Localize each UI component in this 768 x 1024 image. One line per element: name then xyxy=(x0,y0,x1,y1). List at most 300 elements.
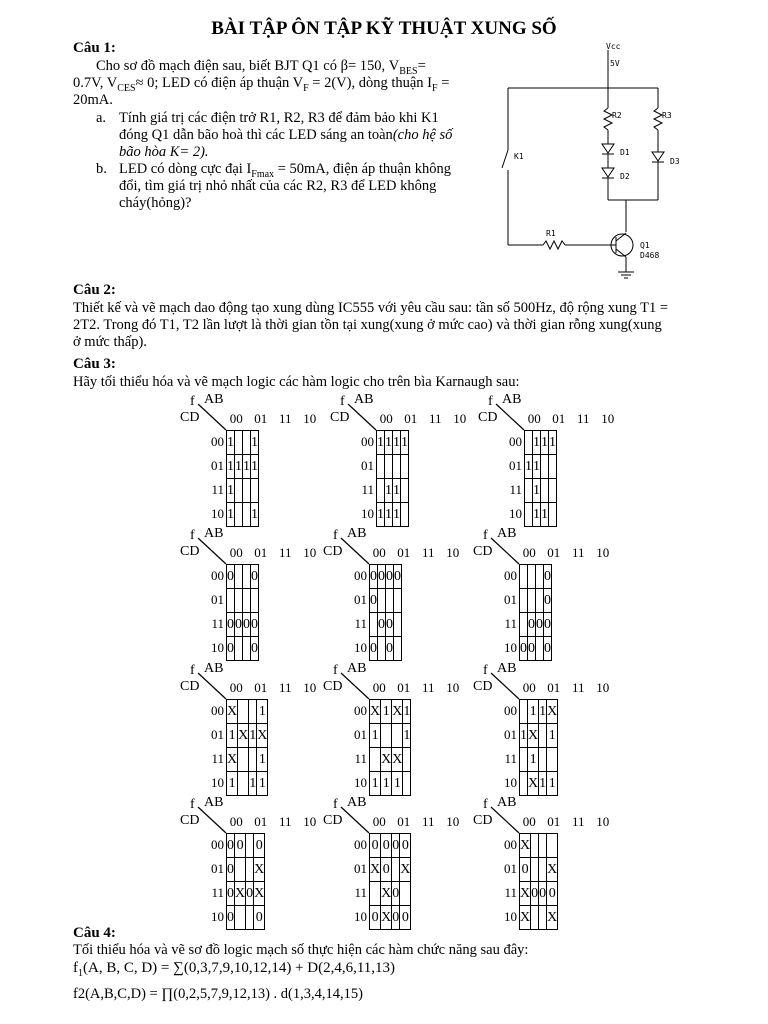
kmap-cell xyxy=(528,589,536,613)
kmap-cell: 1 xyxy=(235,455,243,479)
kmap-cd-label: CD xyxy=(180,813,200,828)
kmap-cell: 1 xyxy=(251,503,259,527)
kmap-cell: 0 xyxy=(251,637,259,661)
kmap-col-header: 00 xyxy=(372,545,386,560)
kmap-cell: 0 xyxy=(227,613,235,637)
q4-line1: Tối thiểu hóa và vẽ sơ đồ logic mạch số thực hiện các hàm chức năng sau đây: xyxy=(73,942,529,958)
kmap-col-header: 00 xyxy=(522,680,536,695)
kmap-cell xyxy=(400,882,411,906)
kmap-row-header: 11 xyxy=(354,885,367,900)
kmap-row-headers xyxy=(347,564,367,660)
kmap-cell xyxy=(401,455,409,479)
kmap-cell: 1 xyxy=(403,724,411,748)
part-label: D468 xyxy=(640,251,660,260)
kmap-cell: 1 xyxy=(393,503,401,527)
kmap-cell xyxy=(394,637,402,661)
kmap-cd-label: CD xyxy=(180,679,200,694)
kmap-cell xyxy=(392,724,403,748)
kmap-cell xyxy=(243,479,251,503)
kmap-cell: X xyxy=(528,772,539,796)
kmap-cell: X xyxy=(381,882,392,906)
kmap-row-header: 11 xyxy=(211,751,224,766)
kmap-row xyxy=(520,858,558,882)
kmap-col-header: 01 xyxy=(552,411,566,426)
kmap-row-headers xyxy=(497,564,517,660)
kmap-row xyxy=(520,700,558,724)
kmap-cell xyxy=(227,589,235,613)
kmap-f-label: f xyxy=(333,663,338,678)
kmap-cell xyxy=(536,565,544,589)
kmap-cell: 1 xyxy=(251,431,259,455)
kmap-cell: 0 xyxy=(539,882,547,906)
kmap-row xyxy=(370,772,411,796)
kmap-row-header: 00 xyxy=(504,837,517,852)
kmap-col-headers xyxy=(367,814,465,830)
kmap-cell: 1 xyxy=(392,772,403,796)
kmap-col-header: 10 xyxy=(446,814,460,829)
kmap-cell xyxy=(249,748,257,772)
kmap-row-headers xyxy=(204,564,224,660)
d1-label: D1 xyxy=(620,148,630,157)
kmap-cell: 0 xyxy=(400,906,411,930)
kmap-cell xyxy=(547,748,558,772)
kmap-row xyxy=(370,637,402,661)
kmap-row-header: 01 xyxy=(211,861,224,876)
kmap-cell xyxy=(235,637,243,661)
kmap-cd-label: CD xyxy=(323,544,343,559)
q4-f1 xyxy=(73,960,395,979)
kmap-row-header: 10 xyxy=(211,640,224,655)
kmap-cell: 1 xyxy=(528,700,539,724)
kmap-cell: 0 xyxy=(227,858,235,882)
kmap-cell: 1 xyxy=(541,503,549,527)
kmap-cell: 1 xyxy=(547,724,558,748)
q4-f1-args: (A, B, C, D) = ∑(0,3,7,9,10,12,14) + D(2,4,6,11,13) xyxy=(83,960,396,976)
kmap-row xyxy=(370,613,402,637)
kmap-cell: 1 xyxy=(539,700,547,724)
kmap-cell xyxy=(243,565,251,589)
kmap-cell: 1 xyxy=(401,431,409,455)
kmap-col-header: 00 xyxy=(372,814,386,829)
q3-heading: Câu 3: xyxy=(73,356,116,372)
d3-led-icon xyxy=(652,152,664,161)
kmap-col-header: 10 xyxy=(453,411,467,426)
kmap-cell xyxy=(394,589,402,613)
kmap-col-header: 00 xyxy=(229,411,243,426)
kmap-col-headers xyxy=(224,545,322,561)
kmap-cell: X xyxy=(400,858,411,882)
kmap-cell: 0 xyxy=(251,565,259,589)
kmap-cell: 0 xyxy=(370,565,378,589)
kmap-cell xyxy=(251,479,259,503)
kmap-cell: 0 xyxy=(381,834,392,858)
kmap-row xyxy=(227,503,259,527)
kmap-col-header: 11 xyxy=(421,545,435,560)
kmap-f-label: f xyxy=(190,797,195,812)
kmap-row-header: 10 xyxy=(504,909,517,924)
kmap-cell xyxy=(539,834,547,858)
kmap-cell: X xyxy=(547,700,558,724)
kmap-cell: 0 xyxy=(378,613,386,637)
kmap-cell xyxy=(370,613,378,637)
kmap-cell: 1 xyxy=(227,503,235,527)
kmap-row xyxy=(525,503,557,527)
kmap-col-header: 10 xyxy=(596,814,610,829)
kmap-cell xyxy=(520,772,528,796)
kmap-row xyxy=(525,479,557,503)
kmap-col-headers xyxy=(367,680,465,696)
q1-label: Q1 xyxy=(640,241,650,250)
k1-switch-icon xyxy=(502,150,508,168)
kmap-cell xyxy=(531,834,539,858)
kmap-cell xyxy=(378,637,386,661)
kmap-cell: 0 xyxy=(392,834,400,858)
kmap-cell: 1 xyxy=(227,431,235,455)
kmap-cell: 1 xyxy=(393,431,401,455)
q2-line2: 2T2. Trong đó T1, T2 lần lượt là thời gian tồn tại xung(xung ở mức cao) và thời gian rỗng xung(xung xyxy=(73,317,662,333)
kmap-row-header: 11 xyxy=(504,616,517,631)
kmap-cell xyxy=(520,589,528,613)
kmap-cell: 0 xyxy=(392,882,400,906)
q1-a-label: a. xyxy=(96,110,107,126)
kmap-cell xyxy=(403,748,411,772)
r2-label: R2 xyxy=(612,111,622,120)
kmap-ab-label: AB xyxy=(502,392,522,407)
kmap-row xyxy=(370,858,411,882)
kmap-cell: 1 xyxy=(385,479,393,503)
kmap-cell xyxy=(377,479,385,503)
kmap-cell: 0 xyxy=(392,906,400,930)
kmap-cell xyxy=(531,858,539,882)
kmap-cell xyxy=(393,455,401,479)
kmap-cell xyxy=(539,724,547,748)
kmap-cell: 0 xyxy=(536,613,544,637)
q4-heading: Câu 4: xyxy=(73,925,116,941)
kmap-cell: 0 xyxy=(370,589,378,613)
kmap-cell: X xyxy=(254,858,265,882)
kmap-row xyxy=(370,700,411,724)
kmap-col-header: 10 xyxy=(596,545,610,560)
kmap-row xyxy=(525,455,557,479)
v5-label: 5V xyxy=(610,59,620,68)
q1-b-line1-b: = 50mA, điện áp thuận không xyxy=(274,161,451,177)
kmap-ab-label: AB xyxy=(347,526,367,541)
kmap-cell xyxy=(403,772,411,796)
kmap-cell: X xyxy=(381,906,392,930)
kmap-cell: 1 xyxy=(381,772,392,796)
q4-f2: f2(A,B,C,D) = ∏(0,2,5,7,9,12,13) . d(1,3,4,14,15) xyxy=(73,986,363,1002)
kmap-cell: 1 xyxy=(227,479,235,503)
kmap-row-header: 01 xyxy=(354,727,367,742)
kmap-col-headers xyxy=(374,411,472,427)
kmap-row-headers xyxy=(347,833,367,929)
kmap-row xyxy=(370,882,411,906)
kmap-col-header: 10 xyxy=(596,680,610,695)
kmap-row-header: 10 xyxy=(361,506,374,521)
kmap-row xyxy=(227,565,259,589)
kmap-col-headers xyxy=(517,814,615,830)
kmap-cell: X xyxy=(392,748,403,772)
kmap-cell: 1 xyxy=(539,772,547,796)
kmap-cell: 0 xyxy=(227,834,235,858)
kmap-row-header: 00 xyxy=(211,703,224,718)
kmap-cell xyxy=(370,882,381,906)
kmap-table xyxy=(369,833,411,930)
kmap-cell xyxy=(381,724,392,748)
kmap-cell: 0 xyxy=(520,858,531,882)
kmap-row-header: 00 xyxy=(361,434,374,449)
kmap-cell xyxy=(525,503,533,527)
kmap-f-label: f xyxy=(190,663,195,678)
kmap-cell: 0 xyxy=(544,589,552,613)
kmap-cell: 0 xyxy=(544,565,552,589)
kmap-cell: X xyxy=(238,724,249,748)
kmap-col-header: 01 xyxy=(547,814,561,829)
kmap-cell: 0 xyxy=(227,882,235,906)
kmap-cell: X xyxy=(227,748,238,772)
kmap-col-header: 10 xyxy=(446,680,460,695)
kmap-row xyxy=(227,455,259,479)
kmap-col-header: 11 xyxy=(576,411,590,426)
kmap-cell: 1 xyxy=(381,700,392,724)
kmap-col-header: 01 xyxy=(547,680,561,695)
kmap-row-headers xyxy=(347,699,367,795)
kmap-row-header: 11 xyxy=(211,885,224,900)
kmap-cell xyxy=(246,858,254,882)
kmap-row xyxy=(520,613,552,637)
kmap-cell: 0 xyxy=(394,565,402,589)
kmap-cd-label: CD xyxy=(330,410,350,425)
kmap-row xyxy=(370,906,411,930)
kmap-cell xyxy=(238,772,249,796)
kmap-ab-label: AB xyxy=(497,661,517,676)
d1-led-icon xyxy=(602,144,614,153)
kmap-row xyxy=(227,858,265,882)
kmap-cell: 0 xyxy=(370,906,381,930)
q2-line1: Thiết kế và vẽ mạch dao động tạo xung dùng IC555 với yêu cầu sau: tần số 500Hz, độ rộng xung T1 = xyxy=(73,300,669,316)
q1-a-line2-a: đóng Q1 dẫn bão hoà thì các LED sáng an toàn xyxy=(119,127,393,143)
kmap-cell: 0 xyxy=(386,613,394,637)
kmap-row-headers xyxy=(204,833,224,929)
kmap-col-header: 01 xyxy=(397,814,411,829)
q1-line2-b: ≈ 0; LED có điện áp thuận V xyxy=(135,75,304,91)
kmap-cd-label: CD xyxy=(478,410,498,425)
kmap-cell xyxy=(246,834,254,858)
q1-a-line3: bão hòa K= 2). xyxy=(119,144,209,160)
kmap-cell: 0 xyxy=(254,906,265,930)
kmap-cd-label: CD xyxy=(180,410,200,425)
kmap-row-header: 11 xyxy=(509,482,522,497)
kmap-row xyxy=(227,834,265,858)
kmap-row xyxy=(227,431,259,455)
kmap-cell: 0 xyxy=(227,637,235,661)
kmap-col-header: 01 xyxy=(404,411,418,426)
kmap-cd-label: CD xyxy=(473,679,493,694)
q4-f1-sub: 1 xyxy=(78,968,83,979)
q2-heading: Câu 2: xyxy=(73,282,116,298)
kmap-cell: X xyxy=(235,882,246,906)
kmap-cell: X xyxy=(547,858,558,882)
kmap-row-header: 00 xyxy=(354,703,367,718)
kmap-ab-label: AB xyxy=(204,392,224,407)
kmap-col-header: 10 xyxy=(303,411,317,426)
kmap-col-header: 11 xyxy=(278,814,292,829)
kmap-row-header: 01 xyxy=(509,458,522,473)
kmap-cell: 0 xyxy=(370,637,378,661)
kmap-cell: X xyxy=(392,700,403,724)
kmap-row xyxy=(520,748,558,772)
kmap-cd-label: CD xyxy=(180,544,200,559)
kmap-cell xyxy=(520,748,528,772)
d3-label: D3 xyxy=(670,157,680,166)
q1-line2-sub3: F xyxy=(432,82,438,94)
kmap-cell: 1 xyxy=(251,455,259,479)
r1-resistor-icon xyxy=(543,241,565,249)
kmap-cell xyxy=(528,565,536,589)
kmap-row-header: 01 xyxy=(211,592,224,607)
kmap-cell: 0 xyxy=(251,613,259,637)
kmap-cell: 0 xyxy=(381,858,392,882)
kmap-cell: X xyxy=(370,700,381,724)
kmap-cell: X xyxy=(528,724,539,748)
kmap-row-header: 10 xyxy=(354,640,367,655)
q1-line2-sub2: F xyxy=(303,82,309,94)
kmap-cell: 1 xyxy=(533,503,541,527)
kmap-table xyxy=(226,699,268,796)
kmap-row-header: 11 xyxy=(504,885,517,900)
kmap-row xyxy=(377,431,409,455)
kmap-row-header: 01 xyxy=(211,727,224,742)
q1-line1-end: = xyxy=(417,58,426,74)
q1-b-line3: cháy(hỏng)? xyxy=(119,195,192,211)
kmap-cell xyxy=(539,858,547,882)
kmap-cell xyxy=(549,503,557,527)
kmap-cell: 1 xyxy=(227,772,238,796)
kmap-col-headers xyxy=(517,680,615,696)
kmap-cell: 1 xyxy=(249,724,257,748)
q1-line1-text: Cho sơ đồ mạch điện sau, biết BJT Q1 có β= 150, V xyxy=(96,58,400,74)
kmap-col-header: 01 xyxy=(397,680,411,695)
kmap-cell xyxy=(243,589,251,613)
kmap-row-header: 01 xyxy=(504,727,517,742)
kmap-col-header: 00 xyxy=(522,814,536,829)
kmap-cell: 0 xyxy=(544,613,552,637)
kmap-cell: 1 xyxy=(520,724,528,748)
kmap-cell: X xyxy=(257,724,268,748)
kmap-table xyxy=(519,833,558,930)
kmap-row xyxy=(227,906,265,930)
kmap-cell: 1 xyxy=(227,724,238,748)
kmap-row xyxy=(520,589,552,613)
kmap-row xyxy=(227,700,268,724)
kmap-cell: 0 xyxy=(386,637,394,661)
r1-label: R1 xyxy=(546,229,556,238)
kmap-row-headers xyxy=(502,430,522,526)
r3-resistor-icon xyxy=(654,108,662,130)
kmap-row-headers xyxy=(204,430,224,526)
q1-b-label: b. xyxy=(96,161,107,177)
kmap-row-header: 00 xyxy=(509,434,522,449)
kmap-cell xyxy=(520,613,528,637)
kmap-col-header: 01 xyxy=(254,411,268,426)
kmap-cell: 1 xyxy=(257,772,268,796)
kmap-col-header: 11 xyxy=(571,545,585,560)
kmap-col-header: 00 xyxy=(372,680,386,695)
kmap-cell xyxy=(243,503,251,527)
kmap-cell: 0 xyxy=(528,613,536,637)
kmap-row xyxy=(520,565,552,589)
d2-label: D2 xyxy=(620,172,630,181)
kmap-f-label: f xyxy=(333,528,338,543)
kmap-row xyxy=(520,882,558,906)
q1-line1-sub: BES xyxy=(399,65,418,77)
kmap-col-headers xyxy=(224,814,322,830)
d2-led-icon xyxy=(602,168,614,177)
kmap-cell: 0 xyxy=(254,834,265,858)
q1-a-line2 xyxy=(119,127,452,144)
kmap-cell xyxy=(394,613,402,637)
q1-line2-sub: CES xyxy=(117,82,136,94)
kmap-row-header: 01 xyxy=(354,861,367,876)
kmap-col-headers xyxy=(224,680,322,696)
kmap-cell: 1 xyxy=(549,431,557,455)
q1-line2 xyxy=(73,75,449,97)
kmap-ab-label: AB xyxy=(347,795,367,810)
kmap-ab-label: AB xyxy=(204,661,224,676)
kmap-table xyxy=(519,564,552,661)
kmap-cell xyxy=(392,858,400,882)
kmap-f-label: f xyxy=(483,663,488,678)
page-title: BÀI TẬP ÔN TẬP KỸ THUẬT XUNG SỐ xyxy=(211,18,557,39)
kmap-cell: 1 xyxy=(403,700,411,724)
kmap-col-header: 01 xyxy=(254,545,268,560)
kmap-ab-label: AB xyxy=(354,392,374,407)
kmap-cell: 0 xyxy=(378,565,386,589)
q1-a-line1: Tính giá trị các điện trở R1, R2, R3 để đảm bảo khi K1 xyxy=(119,110,439,126)
kmap-row-header: 10 xyxy=(504,640,517,655)
kmap-cell xyxy=(536,637,544,661)
kmap-col-header: 10 xyxy=(446,545,460,560)
q1-line2-a: 0.7V, V xyxy=(73,75,118,91)
kmap-cell xyxy=(549,479,557,503)
kmap-cell xyxy=(520,565,528,589)
kmap-table xyxy=(369,564,402,661)
kmap-col-headers xyxy=(517,545,615,561)
kmap-f-label: f xyxy=(190,528,195,543)
kmap-cell: 0 xyxy=(520,637,528,661)
kmap-col-header: 01 xyxy=(254,814,268,829)
kmap-cell xyxy=(370,748,381,772)
kmap-cell xyxy=(235,431,243,455)
kmap-row xyxy=(520,834,558,858)
kmap-row xyxy=(227,772,268,796)
kmap-f-label: f xyxy=(483,528,488,543)
kmap-ab-label: AB xyxy=(497,526,517,541)
kmap-row-header: 11 xyxy=(354,616,367,631)
kmap-row-header: 00 xyxy=(211,568,224,583)
q1-b-line2: đổi, tìm giá trị nhỏ nhất của các R2, R3 để LED không xyxy=(119,178,437,194)
kmap-f-label: f xyxy=(190,394,195,409)
kmap-ab-label: AB xyxy=(204,526,224,541)
kmap-cell xyxy=(401,479,409,503)
kmap-table xyxy=(226,430,259,527)
kmap-col-header: 01 xyxy=(254,680,268,695)
kmap-col-header: 10 xyxy=(601,411,615,426)
kmap-cell xyxy=(235,906,246,930)
kmap-col-header: 01 xyxy=(547,545,561,560)
kmap-col-header: 00 xyxy=(229,814,243,829)
kmap-row xyxy=(370,724,411,748)
